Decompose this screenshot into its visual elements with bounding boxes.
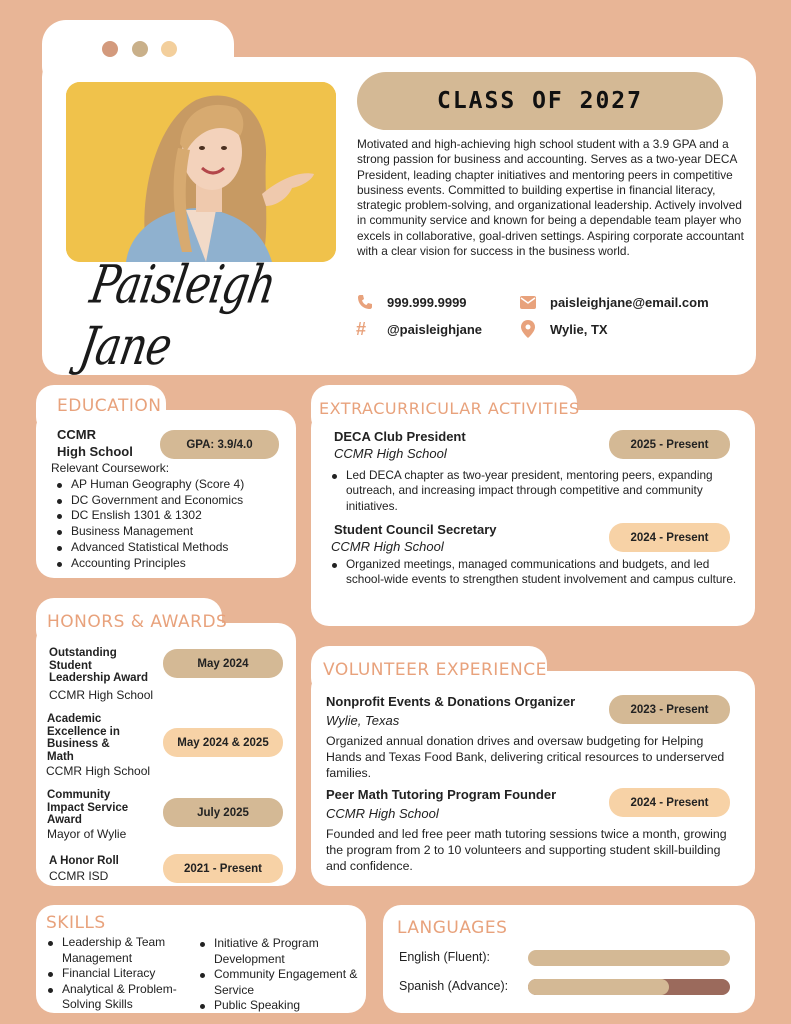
skills-title: SKILLS (46, 913, 106, 933)
volunteer-role-1: Nonprofit Events & Donations Organizer (326, 694, 576, 709)
language-fill-2 (528, 979, 669, 995)
extra-role-1: DECA Club President (334, 429, 466, 444)
hashtag-icon: # (356, 319, 367, 339)
extra-desc-list-1 (328, 468, 738, 514)
course-list (53, 477, 293, 571)
extra-org-1: CCMR High School (334, 446, 447, 461)
list-item: Financial Literacy (44, 966, 194, 982)
list-item: Led DECA chapter as two-year president, mentoring peers, expanding outreach, and increasing impact through competitive and community initiatives. (328, 468, 738, 514)
window-dot-3 (161, 41, 177, 57)
location-pin-icon (521, 320, 535, 338)
gpa-badge: GPA: 3.9/4.0 (160, 430, 279, 459)
volunteer-date-1: 2023 - Present (609, 695, 730, 724)
school-line2: High School (57, 444, 133, 459)
extra-desc-list-2 (328, 557, 738, 588)
volunteer-title: VOLUNTEER EXPERIENCE (323, 660, 547, 680)
volunteer-role-2: Peer Math Tutoring Program Founder (326, 787, 557, 802)
social-text: @paisleighjane (387, 322, 483, 337)
award-date-2: May 2024 & 2025 (163, 728, 283, 757)
language-label-1: English (Fluent): (399, 950, 491, 964)
email-text: paisleighjane@email.com (550, 295, 709, 310)
award-name-2: Academic Excellence in Business & Math (47, 713, 120, 763)
award-org-4: CCMR ISD (49, 869, 109, 883)
award-name-3: Community Impact Service Award (47, 789, 129, 826)
award-date-4: 2021 - Present (163, 854, 283, 883)
extra-date-1: 2025 - Present (609, 430, 730, 459)
award-org-2: CCMR High School (46, 764, 151, 778)
summary-text: Motivated and high-achieving high school student with a 3.9 GPA and a strong passion for business and accounting. Serves as a two-year DECA President, leading chapter initiatives and mentoring peers in competitive business events. Committed to building expertise in financial literacy, strategic problem-solving, and organizational leadership. Actively involved in community service and known for being a dependable team player who excels in collaborative, goal-driven settings. Aspiring corporate accountant with a clear vision for success in the business world. (357, 137, 744, 259)
email-icon (520, 296, 536, 309)
list-item: AP Human Geography (Score 4) (53, 477, 293, 493)
class-of-text: CLASS OF 2027 (436, 88, 643, 114)
list-item: Public Speaking (196, 998, 361, 1014)
honors-title: HONORS & AWARDS (47, 612, 228, 632)
list-item: Community Engagement & Service (196, 967, 361, 998)
languages-title: LANGUAGES (397, 918, 508, 938)
list-item: Initiative & Program Development (196, 936, 361, 967)
location-text: Wylie, TX (550, 322, 608, 337)
award-name-4: A Honor Roll (49, 855, 119, 867)
education-title: EDUCATION (57, 396, 162, 416)
skills-list-col2 (196, 936, 361, 1014)
list-item: Accounting Principles (53, 556, 293, 572)
award-org-1: CCMR High School (49, 688, 154, 702)
signature-name: Paisleigh Jane (75, 253, 280, 377)
school-line1: CCMR (57, 427, 96, 442)
language-bar-1 (528, 950, 730, 966)
class-of-banner (357, 72, 723, 130)
volunteer-org-1: Wylie, Texas (326, 713, 400, 728)
skills-list-col1 (44, 935, 194, 1013)
phone-icon (357, 294, 373, 310)
extra-date-2: 2024 - Present (609, 523, 730, 552)
extra-org-2: CCMR High School (331, 539, 444, 554)
list-item: DC Government and Economics (53, 493, 293, 509)
list-item: Analytical & Problem-Solving Skills (44, 982, 194, 1013)
extra-role-2: Student Council Secretary (334, 522, 497, 537)
volunteer-date-2: 2024 - Present (609, 788, 730, 817)
language-label-2: Spanish (Advance): (399, 979, 509, 993)
window-dot-2 (132, 41, 148, 57)
volunteer-org-2: CCMR High School (326, 806, 439, 821)
award-date-3: July 2025 (163, 798, 283, 827)
coursework-label: Relevant Coursework: (51, 461, 170, 475)
award-name-1: Outstanding Student Leadership Award (49, 647, 149, 684)
list-item: Organized meetings, managed communications and budgets, and led school-wide events to strengthen student involvement and campus culture. (328, 557, 738, 588)
list-item: Business Management (53, 524, 293, 540)
profile-photo (66, 82, 336, 262)
language-bar-2 (528, 979, 730, 995)
list-item: DC Enslish 1301 & 1302 (53, 508, 293, 524)
phone-text: 999.999.9999 (387, 295, 467, 310)
volunteer-desc-2: Founded and led free peer math tutoring sessions twice a month, growing the program from 2 to 10 volunteers and supporting student skill-building and confidence. (326, 827, 727, 873)
award-org-3: Mayor of Wylie (47, 827, 127, 841)
extracurricular-title: EXTRACURRICULAR ACTIVITIES (319, 399, 580, 418)
volunteer-desc-1: Organized annual donation drives and oversaw budgeting for Helping Hands and Texas Food Bank, delivering critical resources to underserved families. (326, 734, 725, 780)
award-date-1: May 2024 (163, 649, 283, 678)
window-dot-1 (102, 41, 118, 57)
list-item: Advanced Statistical Methods (53, 540, 293, 556)
list-item: Leadership & Team Management (44, 935, 194, 966)
